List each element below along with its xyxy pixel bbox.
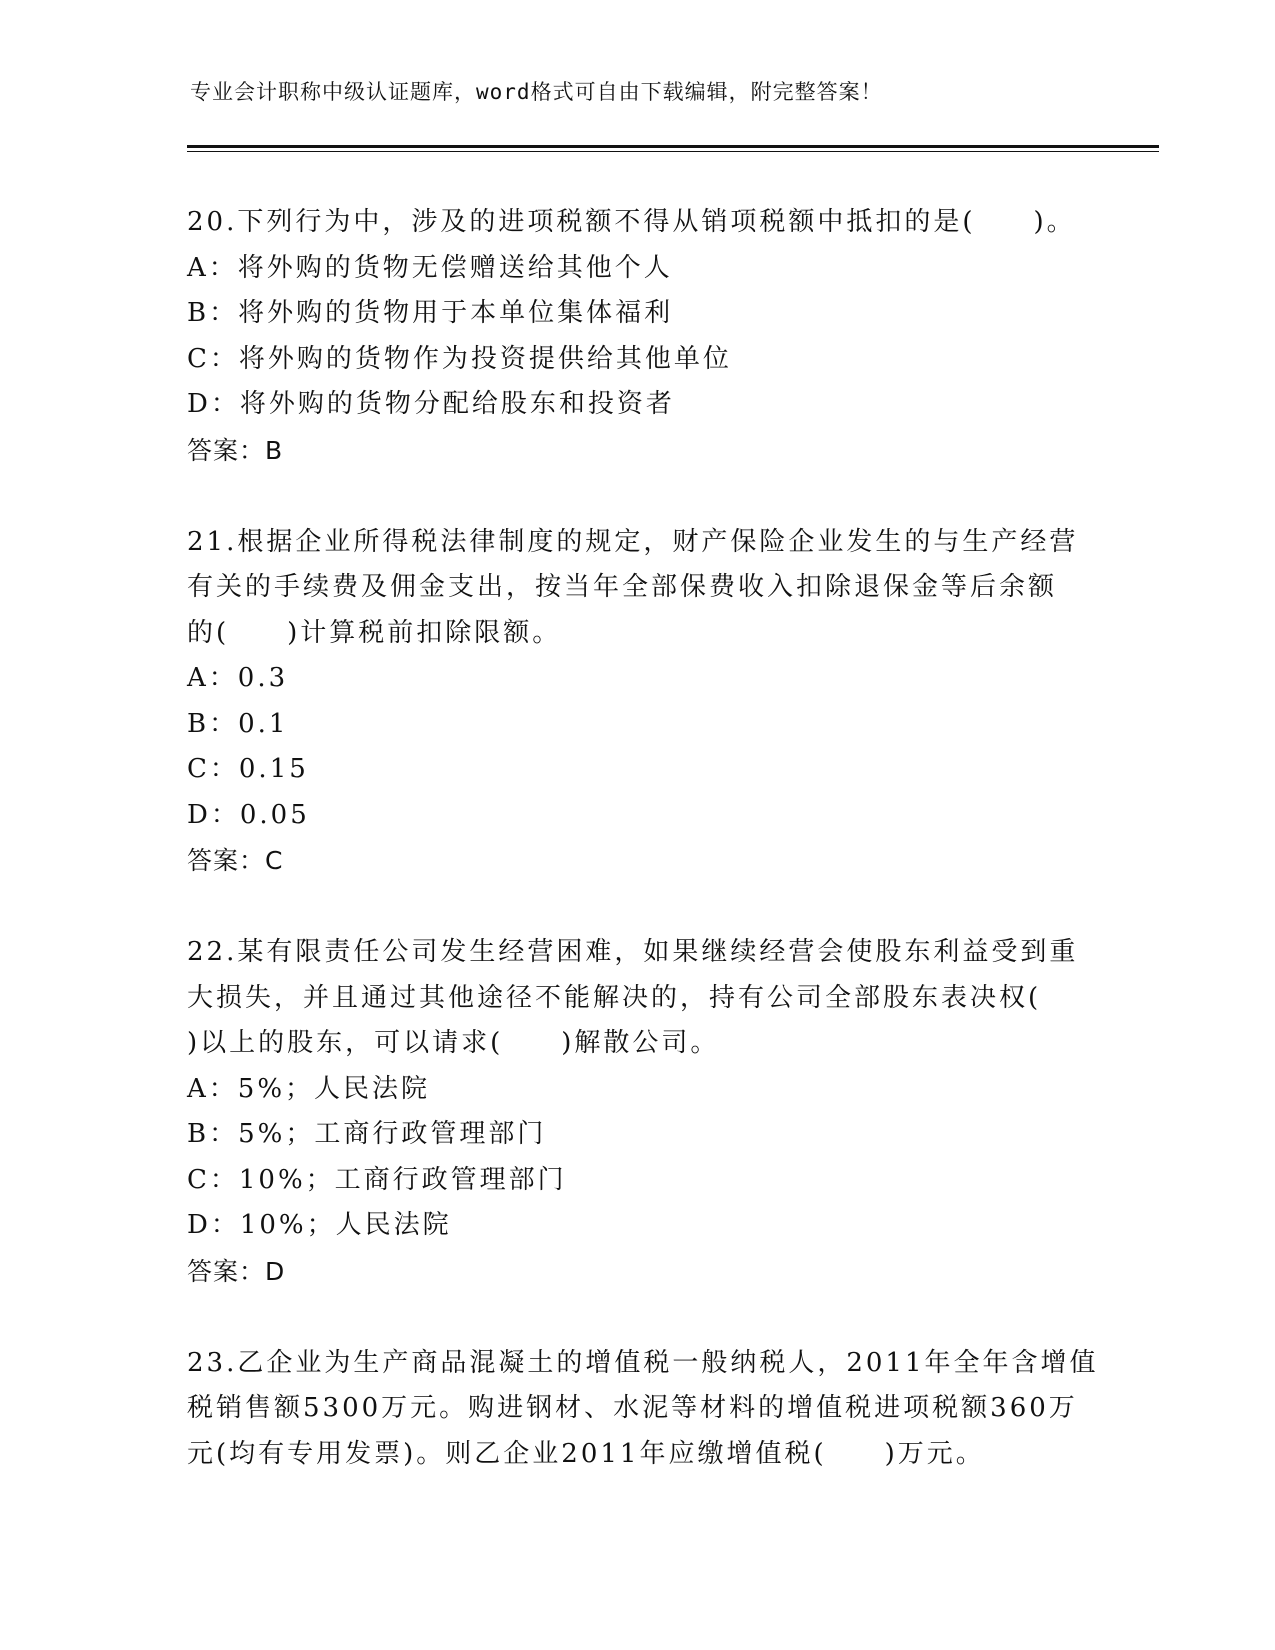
option-d: D：将外购的货物分配给股东和投资者 [187, 389, 675, 419]
question-text-line: 大损失，并且通过其他途径不能解决的，持有公司全部股东表决权( [187, 982, 1042, 1013]
question-text-line: 元(均有专用发票)。则乙企业2011年应缴增值税( )万元。 [187, 1438, 985, 1469]
page-header: 专业会计职称中级认证题库，word格式可自由下载编辑，附完整答案！ [190, 80, 883, 104]
question-text-line: 税销售额5300万元。购进钢材、水泥等材料的增值税进项税额360万 [187, 1393, 1078, 1423]
question-text-line: )以上的股东，可以请求( )解散公司。 [187, 1028, 720, 1058]
option-b: B：将外购的货物用于本单位集体福利 [187, 298, 674, 328]
question-block [187, 930, 1087, 1294]
option-c: C：10%；工商行政管理部门 [187, 1164, 567, 1195]
question-text-line: 有关的手续费及佣金支出，按当年全部保费收入扣除退保金等后余额 [187, 572, 1058, 602]
question-text-line: 23.乙企业为生产商品混凝土的增值税一般纳税人，2011年全年含增值 [187, 1347, 1099, 1378]
header-rule-thin [187, 151, 1159, 152]
option-a: A：5%；人民法院 [187, 1073, 431, 1104]
answer-text: 答案：C [187, 846, 284, 875]
option-c: C：将外购的货物作为投资提供给其他单位 [187, 343, 732, 374]
question-text-line: 21.根据企业所得税法律制度的规定，财产保险企业发生的与生产经营 [187, 526, 1079, 557]
question-block [187, 520, 1087, 884]
option-d: D：10%；人民法院 [187, 1210, 452, 1240]
question-block [187, 200, 1087, 473]
option-a: A：将外购的货物无偿赠送给其他个人 [187, 252, 673, 283]
header-rule-thick [187, 145, 1159, 148]
question-list [187, 200, 1099, 1524]
question-text-line: 22.某有限责任公司发生经营困难，如果继续经营会使股东利益受到重 [187, 937, 1079, 967]
option-b: B：5%；工商行政管理部门 [187, 1119, 547, 1149]
option-b: B：0.1 [187, 708, 289, 739]
option-d: D：0.05 [187, 799, 310, 830]
answer-text: 答案：D [187, 1256, 286, 1286]
question-text-line: 的( )计算税前扣除限额。 [187, 617, 562, 648]
question-text-line: 20.下列行为中，涉及的进项税额不得从销项税额中抵扣的是( )。 [187, 207, 1076, 237]
option-a: A：0.3 [187, 663, 289, 693]
question-block [187, 1341, 1099, 1478]
option-c: C：0.15 [187, 754, 309, 784]
answer-text: 答案：B [187, 435, 284, 465]
